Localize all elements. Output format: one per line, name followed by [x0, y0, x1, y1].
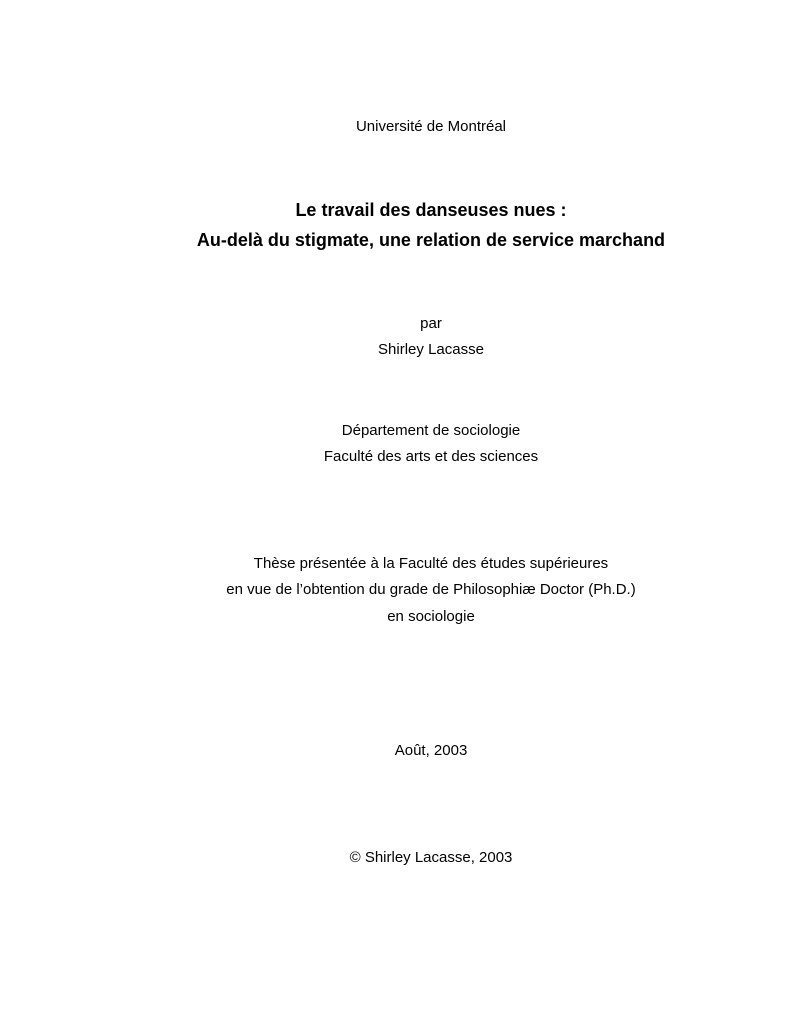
thesis-statement-line-3: en sociologie [387, 608, 475, 625]
author-name: Shirley Lacasse [378, 341, 484, 358]
institution-name: Université de Montréal [355, 118, 507, 135]
copyright-notice: © Shirley Lacasse, 2003 [349, 849, 513, 866]
thesis-title-line-2: Au-delà du stigmate, une relation de service marchand [196, 230, 666, 250]
thesis-title-line-1: Le travail des danseuses nues : [295, 200, 567, 220]
department-name: Département de sociologie [341, 422, 521, 439]
thesis-statement-line-1: Thèse présentée à la Faculté des études supérieures [253, 555, 609, 572]
by-label: par [420, 315, 442, 332]
faculty-name: Faculté des arts et des sciences [323, 448, 539, 465]
thesis-statement-line-2: en vue de l’obtention du grade de Philosophiæ Doctor (Ph.D.) [226, 581, 636, 598]
submission-date: Août, 2003 [394, 742, 468, 759]
